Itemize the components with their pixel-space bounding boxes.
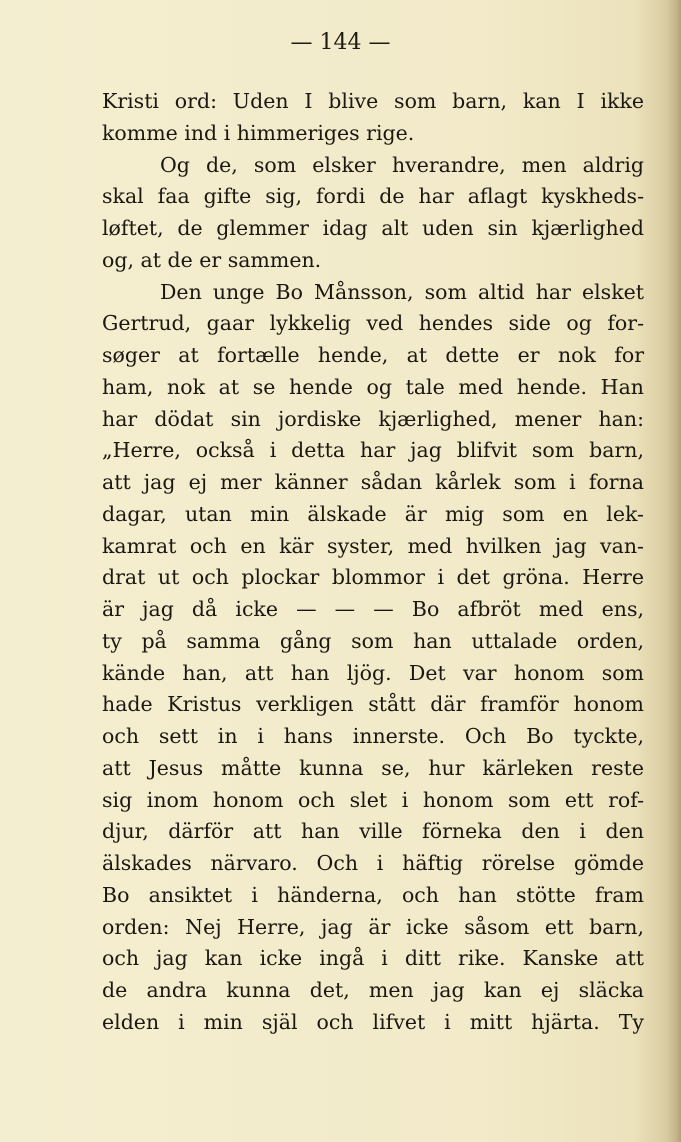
text-line: är jag då icke — — — Bo afbröt med ens, bbox=[102, 597, 644, 621]
text-line: kände han, att han ljög. Det var honom som bbox=[102, 660, 644, 685]
text-line: løftet, de glemmer idag alt uden sin kjærlighed bbox=[102, 216, 644, 240]
text-line: dagar, utan min älskade är mig som en lek- bbox=[102, 501, 644, 526]
text-line: komme ind i himmeriges rige. bbox=[102, 120, 415, 145]
text-line: Gertrud, gaar lykkelig ved hendes side og for- bbox=[102, 311, 644, 336]
text-line: att jag ej mer känner sådan kårlek som i forna bbox=[102, 470, 644, 494]
text-line: sig inom honom och slet i honom som ett rof- bbox=[102, 787, 644, 812]
text-line: och jag kan icke ingå i ditt rike. Kanske att bbox=[102, 946, 644, 971]
text-line: skal faa gifte sig, fordi de har aflagt kyskheds- bbox=[102, 184, 644, 209]
body-text bbox=[102, 86, 644, 1039]
page-number: — 144 — bbox=[290, 30, 391, 55]
text-line: orden: Nej Herre, jag är icke såsom ett barn, bbox=[102, 914, 644, 939]
text-line: elden i min själ och lifvet i mitt hjärta. Ty bbox=[102, 1009, 644, 1034]
text-line: kamrat och en kär syster, med hvilken jag van- bbox=[102, 533, 644, 558]
text-line: Den unge Bo Månsson, som altid har elsket bbox=[160, 279, 644, 304]
text-line: djur, därför att han ville förneka den i den bbox=[102, 819, 644, 844]
text-line: søger at fortælle hende, at dette er nok for bbox=[102, 343, 644, 367]
text-line: har dödat sin jordiske kjærlighed, mener han: bbox=[102, 406, 644, 431]
text-line: att Jesus måtte kunna se, hur kärleken reste bbox=[102, 755, 644, 780]
text-line: ham, nok at se hende og tale med hende. Han bbox=[102, 374, 644, 399]
text-line: „Herre, också i detta har jag blifvit som barn, bbox=[102, 438, 644, 463]
text-line: Og de, som elsker hverandre, men aldrig bbox=[160, 152, 644, 177]
text-line: drat ut och plockar blommor i det gröna. Herre bbox=[102, 565, 644, 590]
text-line: älskades närvaro. Och i häftig rörelse gömde bbox=[102, 851, 644, 875]
text-line: hade Kristus verkligen stått där framför honom bbox=[102, 692, 644, 717]
text-line: Bo ansiktet i händerna, och han stötte fram bbox=[102, 882, 644, 907]
text-line: de andra kunna det, men jag kan ej släcka bbox=[102, 978, 644, 1002]
text-line: Kristi ord: Uden I blive som barn, kan I ikke bbox=[102, 89, 644, 113]
page-edge-shadow bbox=[667, 0, 681, 1142]
text-line: og, at de er sammen. bbox=[102, 247, 322, 272]
text-line: och sett in i hans innerste. Och Bo tyckte, bbox=[102, 724, 644, 748]
text-line: ty på samma gång som han uttalade orden, bbox=[102, 628, 644, 653]
